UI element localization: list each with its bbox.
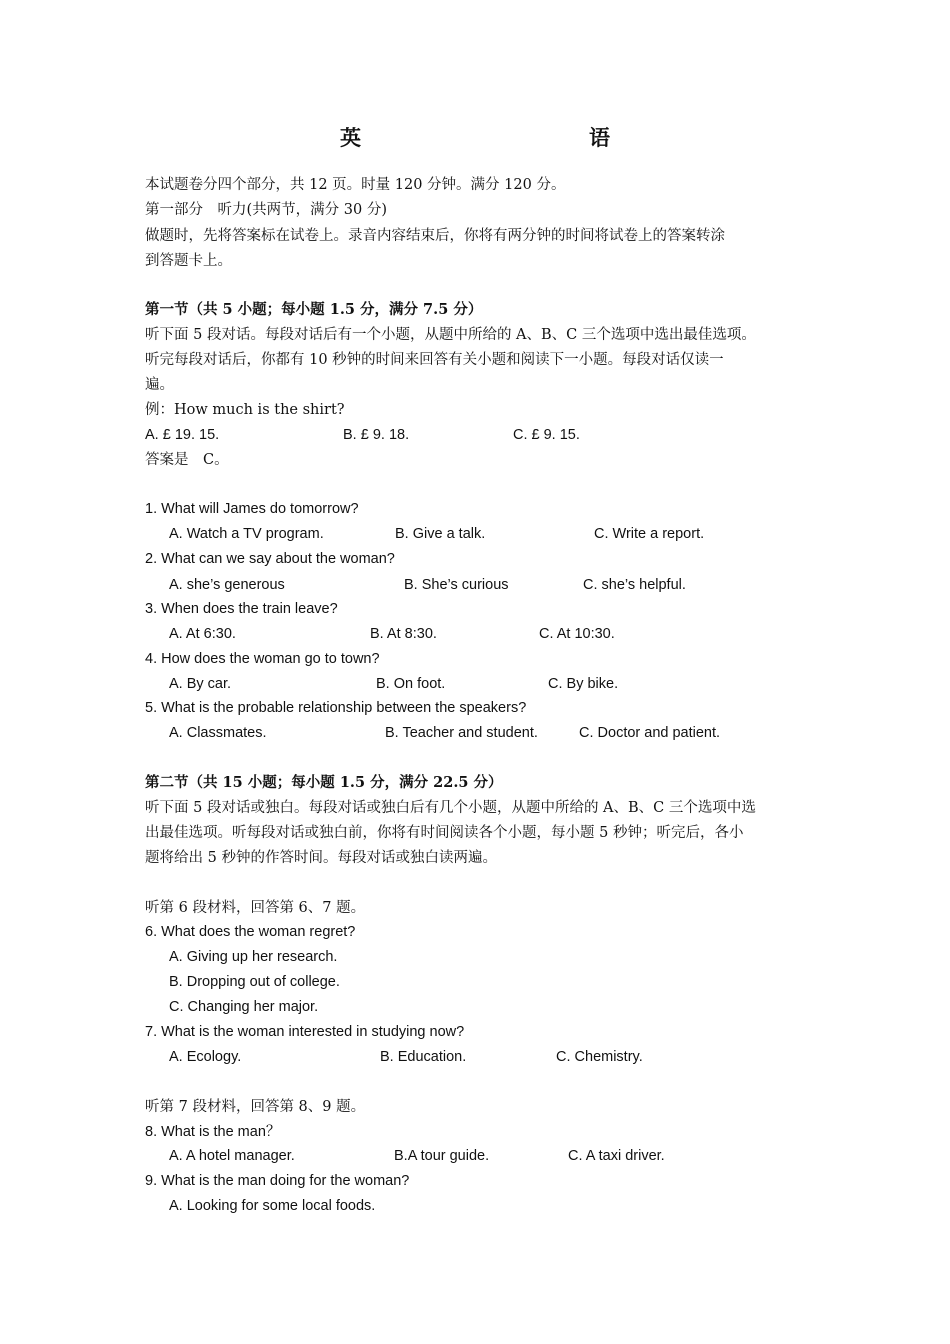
option: B. She’s curious	[404, 577, 509, 593]
example-question: 例：How much is the shirt?	[145, 402, 345, 418]
option: C. Doctor and patient.	[579, 725, 721, 741]
part-heading: 第一部分 听力(共两节，满分 30 分)	[145, 202, 387, 218]
option: A. she’s generous	[169, 577, 285, 593]
option: C. she’s helpful.	[583, 577, 686, 593]
page-title: 英 语	[340, 125, 672, 150]
question: 3. When does the train leave?	[145, 601, 338, 617]
option: A. Classmates.	[169, 725, 267, 741]
option: C. At 10:30.	[539, 626, 615, 642]
question: 1. What will James do tomorrow?	[145, 501, 359, 517]
passage-heading: 听第 7 段材料，回答第 8、9 题。	[145, 1099, 366, 1115]
example-option: B. £ 9. 18.	[343, 427, 410, 443]
section-heading: 第一节（共 5 小题；每小题 1.5 分，满分 7.5 分）	[145, 301, 483, 318]
option: C. Write a report.	[594, 526, 705, 542]
option: C. Chemistry.	[556, 1049, 643, 1065]
option: C. By bike.	[548, 676, 619, 692]
passage-heading: 听第 6 段材料，回答第 6、7 题。	[145, 900, 366, 916]
question: 4. How does the woman go to town?	[145, 651, 380, 667]
question: 9. What is the man doing for the woman?	[145, 1173, 410, 1189]
option: A. Looking for some local foods.	[169, 1198, 376, 1214]
option: A. By car.	[169, 676, 232, 692]
question: 2. What can we say about the woman?	[145, 551, 395, 567]
example-option: A. £ 19. 15.	[145, 427, 220, 443]
instruction-line: 题将给出 5 秒钟的作答时间。每段对话或独白读两遍。	[145, 850, 497, 866]
question: 5. What is the probable relationship between the speakers?	[145, 700, 527, 716]
option: B. At 8:30.	[370, 626, 437, 642]
option: C. Changing her major.	[169, 999, 319, 1015]
option: C. A taxi driver.	[568, 1148, 665, 1164]
example-answer: 答案是 C。	[145, 452, 229, 468]
intro-line: 本试题卷分四个部分，共 12 页。时量 120 分钟。满分 120 分。	[145, 177, 566, 193]
section-heading: 第二节（共 15 小题；每小题 1.5 分，满分 22.5 分）	[145, 774, 503, 791]
example-option: C. £ 9. 15.	[513, 427, 580, 443]
instruction-line: 听完每段对话后，你都有 10 秒钟的时间来回答有关小题和阅读下一小题。每段对话仅读一	[145, 352, 724, 368]
intro-line: 到答题卡上。	[145, 253, 232, 269]
option: A. A hotel manager.	[169, 1148, 295, 1164]
instruction-line: 遍。	[145, 377, 174, 393]
option: B. Teacher and student.	[385, 725, 538, 741]
option: B.A tour guide.	[394, 1148, 490, 1164]
option: A. At 6:30.	[169, 626, 236, 642]
question: 7. What is the woman interested in studying now?	[145, 1024, 465, 1040]
instruction-line: 听下面 5 段对话或独白。每段对话或独白后有几个小题，从题中所给的 A、B、C 三个选项中选	[145, 800, 756, 816]
option: A. Giving up her research.	[169, 949, 338, 965]
instruction-line: 出最佳选项。听每段对话或独白前，你将有时间阅读各个小题，每小题 5 秒钟；听完后，各小	[145, 825, 744, 841]
question: 8. What is the man？	[145, 1124, 281, 1140]
option: B. On foot.	[376, 676, 446, 692]
option: A. Watch a TV program.	[169, 526, 324, 542]
option: A. Ecology.	[169, 1049, 242, 1065]
question: 6. What does the woman regret?	[145, 924, 356, 940]
option: B. Give a talk.	[395, 526, 486, 542]
option: B. Dropping out of college.	[169, 974, 340, 990]
intro-line: 做题时，先将答案标在试卷上。录音内容结束后，你将有两分钟的时间将试卷上的答案转涂	[145, 228, 725, 244]
option: B. Education.	[380, 1049, 467, 1065]
instruction-line: 听下面 5 段对话。每段对话后有一个小题，从题中所给的 A、B、C 三个选项中选出最佳选项。	[145, 327, 756, 343]
